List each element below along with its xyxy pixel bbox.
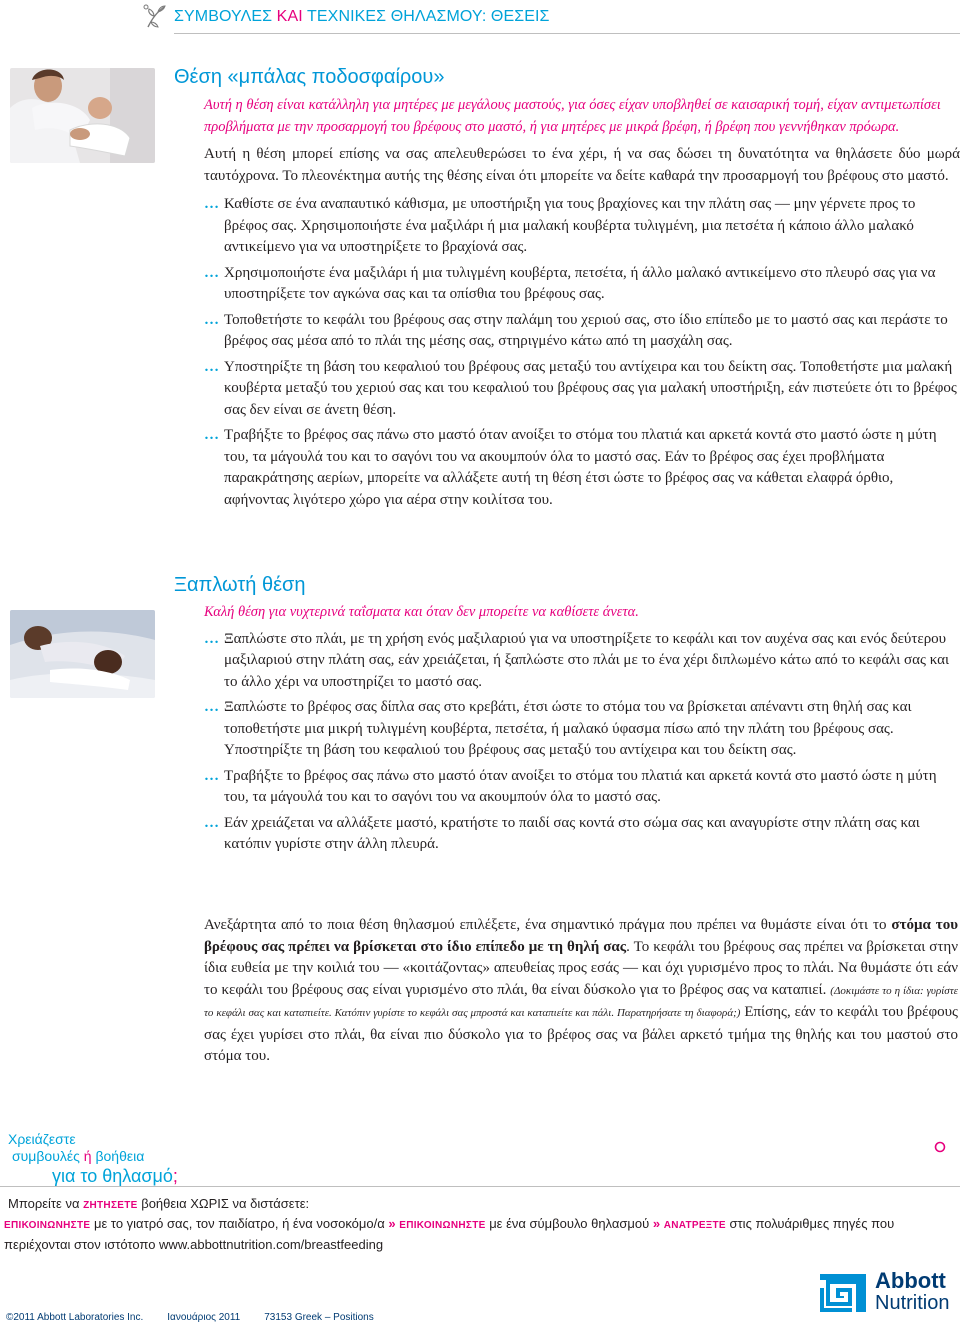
section-heading: Ξαπλωτή θέση: [174, 574, 306, 596]
list-item: … Τραβήξτε το βρέφος σας πάνω στο μαστό όταν ανοίξει το στόμα του πλατιά και αρκετά κοντά στο μαστό ώστε η μύτη του, τα μάγουλά του και το σαγόνι του να ακουμπούν όλα το μαστό σας.: [204, 767, 937, 805]
aside-note: (Δοκιμάστε το η ίδια: γυρίστε το κεφάλι σας και καταπιείτε. Κατόπιν γυρίστε το κεφάλι σας μπροστά και καταπιείτε και πάλι. Παρατηρήσατε τη διαφορά;): [204, 984, 958, 1019]
section-heading: Θέση «μπάλας ποδοσφαίρου»: [174, 66, 445, 88]
arrow-icon: »: [652, 1216, 661, 1231]
list-item: … Τραβήξτε το βρέφος σας πάνω στο μαστό όταν ανοίξει το στόμα του πλατιά και αρκετά κοντά στο μαστό ώστε η μύτη του, τα μάγουλά του και το σαγόνι του να ακουμπούν όλα το μαστό σας. Εάν το βρέφος σας έχει προβλήματα παρακράτησης αερίων, μπορείτε να αλλάξετε αυτή τη θέση έτσι ώστε το βρέφος σας να κάθεται ελαφρά όρθιο, αφήνοντας λιγότερο χώρο για αέρα στην κοιλίτσα του.: [204, 427, 937, 508]
need-help-callout: Χρειάζεστε συμβουλές ή βοήθεια για το θηλασμό;: [8, 1131, 178, 1186]
abbott-logo-icon: [818, 1270, 868, 1316]
arrow-icon: »: [388, 1216, 396, 1231]
bullet-dots-icon: …: [204, 630, 218, 647]
bullet-dots-icon: …: [204, 264, 218, 281]
footer-divider: [0, 1186, 960, 1187]
header-divider: [174, 33, 960, 34]
ask-help-line: Μπορείτε να ΖΗΤΗΣΕΤΕ βοήθεια ΧΩΡΙΣ να διστάσετε:: [8, 1196, 310, 1211]
bullet-dots-icon: …: [204, 358, 218, 375]
list-item: … Ξαπλώστε το βρέφος σας δίπλα σας στο κρεβάτι, έτσι ώστε το στόμα του να βρίσκεται απέναντι στη θηλή σας και τοποθετήστε μια μικρή τυλιγμένη κουβέρτα, πετσέτα, ή μαλακό ύφασμα πίσω από την πλάτη του βρέφους σας. Υποστηρίξτε τη βάση του κεφαλιού του βρέφους σας μεταξύ του αντίχειρα και του δείκτη σας.: [204, 699, 912, 758]
contact-options: ΕΠΙΚΟΙΝΩΝΗΣΤΕ με το γιατρό σας, τον παιδίατρο, ή ένα νοσοκόμο/α » ΕΠΙΚΟΙΝΩΝΗΣΤΕ με ένα σύμβουλο θηλασμού » ΑΝΑΤΡΕΞΤΕ στις πολυάριθμες πηγές που περιέχονται στον ιστότοπο www.abbottnutrition.com/breastfeeding: [4, 1216, 895, 1252]
page-header-title: ΣΥΜΒΟΥΛΕΣ ΚΑΙ ΤΕΧΝΙΚΕΣ ΘΗΛΑΣΜΟΥ: ΘΕΣΕΙΣ: [174, 8, 550, 25]
section-intro: Αυτή η θέση είναι κατάλληλη για μητέρες με μεγάλους μαστούς, για όσες είχαν υποβληθεί σε καισαρική τομή, είχαν αντιμετωπίσει προβλήματα με την προσαρμογή του βρέφους στο μαστό, ή για μητέρες με μικρά βρέφη, ή βρέφη που γεννήθηκαν πρόωρα.: [204, 97, 941, 135]
legal-line: ©2011 Abbott Laboratories Inc. Ιανουάριος 2011 73153 Greek – Positions: [6, 1312, 374, 1323]
bullet-list: [204, 629, 960, 856]
bullet-dots-icon: …: [204, 427, 218, 443]
side-lying-photo: [10, 610, 155, 698]
abbott-nutrition-logo: Abbott Nutrition: [875, 1268, 950, 1314]
circle-icon: [926, 1133, 954, 1161]
flower-icon: [142, 3, 168, 29]
football-hold-photo: [10, 68, 155, 163]
list-item: … Εάν χρειάζεται να αλλάξετε μαστό, κρατήστε το παιδί σας κοντά στο σώμα σας και αναγυρίστε στην πλάτη σας και κατόπιν γυρίστε στην άλλη πλευρά.: [204, 814, 920, 852]
emphasis-text: στόμα του βρέφους σας πρέπει να βρίσκεται στο ίδιο επίπεδο με τη θηλή σας: [204, 917, 958, 955]
list-item: … Καθίστε σε ένα αναπαυτικό κάθισμα, με υποστήριξη για τους βραχίονες και την πλάτη σας — μην γέρνετε προς το βρέφος σας. Χρησιμοποιήστε ένα μαξιλάρι ή μια μαλακή κουβέρτα τυλιγμένη, μια πετσέτα ή κάποιο άλλο μαλακό αντικείμενο για να υποστηρίξετε το βραχίονά σας.: [204, 196, 916, 255]
section-side-lying: [174, 574, 960, 860]
list-item: … Ξαπλώστε στο πλάι, με τη χρήση ενός μαξιλαριού για να υποστηρίξετε το κεφάλι και τον αυχένα σας και ενός δεύτερου μαξιλαριού στην πλάτη σας, εάν χρειάζεται, ή ξαπλώστε στο πλάι με το ένα χέρι διπλωμένο κάτω από το κεφάλι σας και το άλλο χέρι να υποστηρίζει το μαστό σας.: [204, 630, 950, 690]
bullet-dots-icon: …: [204, 767, 218, 784]
list-item: … Τοποθετήστε το κεφάλι του βρέφους σας στην παλάμη του χεριού σας, στο ίδιο επίπεδο με το μαστό σας και περάστε το βρέφος σας μέσα από το πλάι της μέσης σας, στηριγμένο κάτω από τη μασχάλη σας.: [204, 311, 948, 349]
section-intro: Καλή θέση για νυχτερινά ταΐσματα και όταν δεν μπορείτε να καθίσετε άνετα.: [204, 604, 639, 620]
bullet-dots-icon: …: [204, 311, 218, 328]
list-item: … Χρησιμοποιήστε ένα μαξιλάρι ή μια τυλιγμένη κουβέρτα, πετσέτα, ή άλλο μαλακό αντικείμενο στο πλευρό σας για να υποστηρίξετε τον αγκώνα σας και τα οπίσθια του βρέφους σας.: [204, 264, 936, 302]
website-link[interactable]: στις πολυάριθμες πηγές που περιέχονται στον ιστότοπο www.abbottnutrition.com/breastfeeding: [4, 1216, 895, 1252]
closing-paragraph: Ανεξάρτητα από το ποια θέση θηλασμού επιλέξετε, ένα σημαντικό πράγμα που πρέπει να θυμάστε είναι ότι το στόμα του βρέφους σας πρέπει να βρίσκεται στο ίδιο επίπεδο με τη θηλή σας. Το κεφάλι του βρέφους σας πρέπει να βρίσκεται στην ίδια ευθεία με την κοιλιά του — «κοιτάζοντας» απευθείας προς εσάς — και όχι γυρισμένο προς το πλάι. Να θυμάστε ότι εάν το κεφάλι του βρέφους σας είναι γυρισμένο στο πλάι, θα είναι δύσκολο για το βρέφος σας να καταπιεί. (Δοκιμάστε το η ίδια: γυρίστε το κεφάλι σας και καταπιείτε. Κατόπιν γυρίστε το κεφάλι σας μπροστά και καταπιείτε και πάλι. Παρατηρήσατε τη διαφορά;) Επίσης, εάν το κεφάλι του βρέφους σας έχει γυρίσει στο πλάι, θα είναι πιο δύσκολο για το βρέφος σας να βάλει αρκετό τμήμα της θηλής και του μαστού στο στόμα του.: [204, 917, 958, 1064]
list-item: … Υποστηρίξτε τη βάση του κεφαλιού του βρέφους σας μεταξύ του αντίχειρα και του δείκτη σας. Τοποθετήστε μια μαλακή κουβέρτα μεταξύ του χεριού σας και του κεφαλιού του βρέφους σας για μαλακή υποστήριξη, εάν πιστεύετε ότι το βρέφος σας δεν είναι σε άνετη θέση.: [204, 358, 957, 418]
section-football-hold: [174, 66, 960, 515]
bullet-dots-icon: …: [204, 699, 218, 715]
section-paragraph: Αυτή η θέση μπορεί επίσης να σας απελευθερώσει το ένα χέρι, ή να σας δώσει τη δυνατότητα να θηλάσετε δύο μωρά ταυτόχρονα. Το πλεονέκτημα αυτής της θέσης είναι ότι μπορείτε να δείτε καθαρά την προσαρμογή του βρέφους στο μαστό.: [204, 146, 960, 184]
bullet-list: [204, 194, 960, 511]
bullet-dots-icon: …: [204, 196, 218, 212]
bullet-dots-icon: …: [204, 814, 218, 831]
